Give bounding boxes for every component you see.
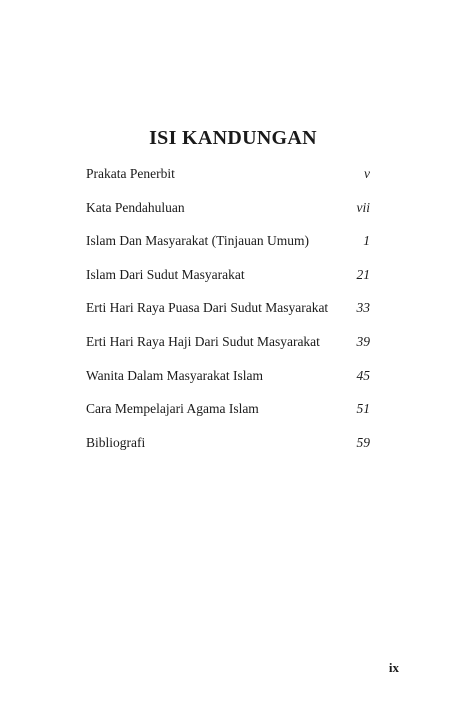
toc-entry-page: vii — [356, 199, 370, 215]
toc-entry-page: 45 — [356, 367, 370, 383]
toc-entry-title: Erti Hari Raya Haji Dari Sudut Masyarakat — [86, 333, 320, 349]
toc-entry — [86, 366, 370, 400]
toc-entry-page: v — [364, 166, 370, 181]
toc-entry-title: Islam Dan Masyarakat (Tinjauan Umum) — [86, 233, 309, 249]
toc-entry — [86, 198, 370, 232]
toc-entry-page: 51 — [356, 401, 370, 417]
toc-entry-title: Cara Mempelajari Agama Islam — [86, 401, 259, 417]
toc-entry — [86, 399, 370, 433]
toc-entry — [86, 332, 370, 366]
toc-entry-title: Kata Pendahuluan — [86, 199, 185, 215]
toc-entry-title: Islam Dari Sudut Masyarakat — [86, 266, 245, 282]
table-of-contents — [86, 164, 370, 466]
toc-entry-title: Bibliografi — [86, 434, 146, 450]
toc-entry — [86, 433, 370, 467]
toc-entry-page: 1 — [363, 233, 370, 249]
page-number: ix — [388, 660, 399, 675]
toc-entry — [86, 231, 370, 265]
toc-entry-page: 39 — [356, 333, 370, 349]
toc-entry-page: 33 — [356, 300, 370, 316]
toc-entry-title: Wanita Dalam Masyarakat Islam — [86, 367, 263, 383]
toc-entry — [86, 298, 370, 332]
toc-entry-title: Erti Hari Raya Puasa Dari Sudut Masyarakat — [86, 300, 329, 316]
toc-entry — [86, 265, 370, 299]
page-title: ISI KANDUNGAN — [149, 127, 317, 150]
toc-entry — [86, 164, 370, 198]
toc-entry-title: Prakata Penerbit — [86, 166, 175, 181]
toc-entry-page: 59 — [356, 434, 370, 450]
toc-entry-page: 21 — [356, 266, 370, 282]
